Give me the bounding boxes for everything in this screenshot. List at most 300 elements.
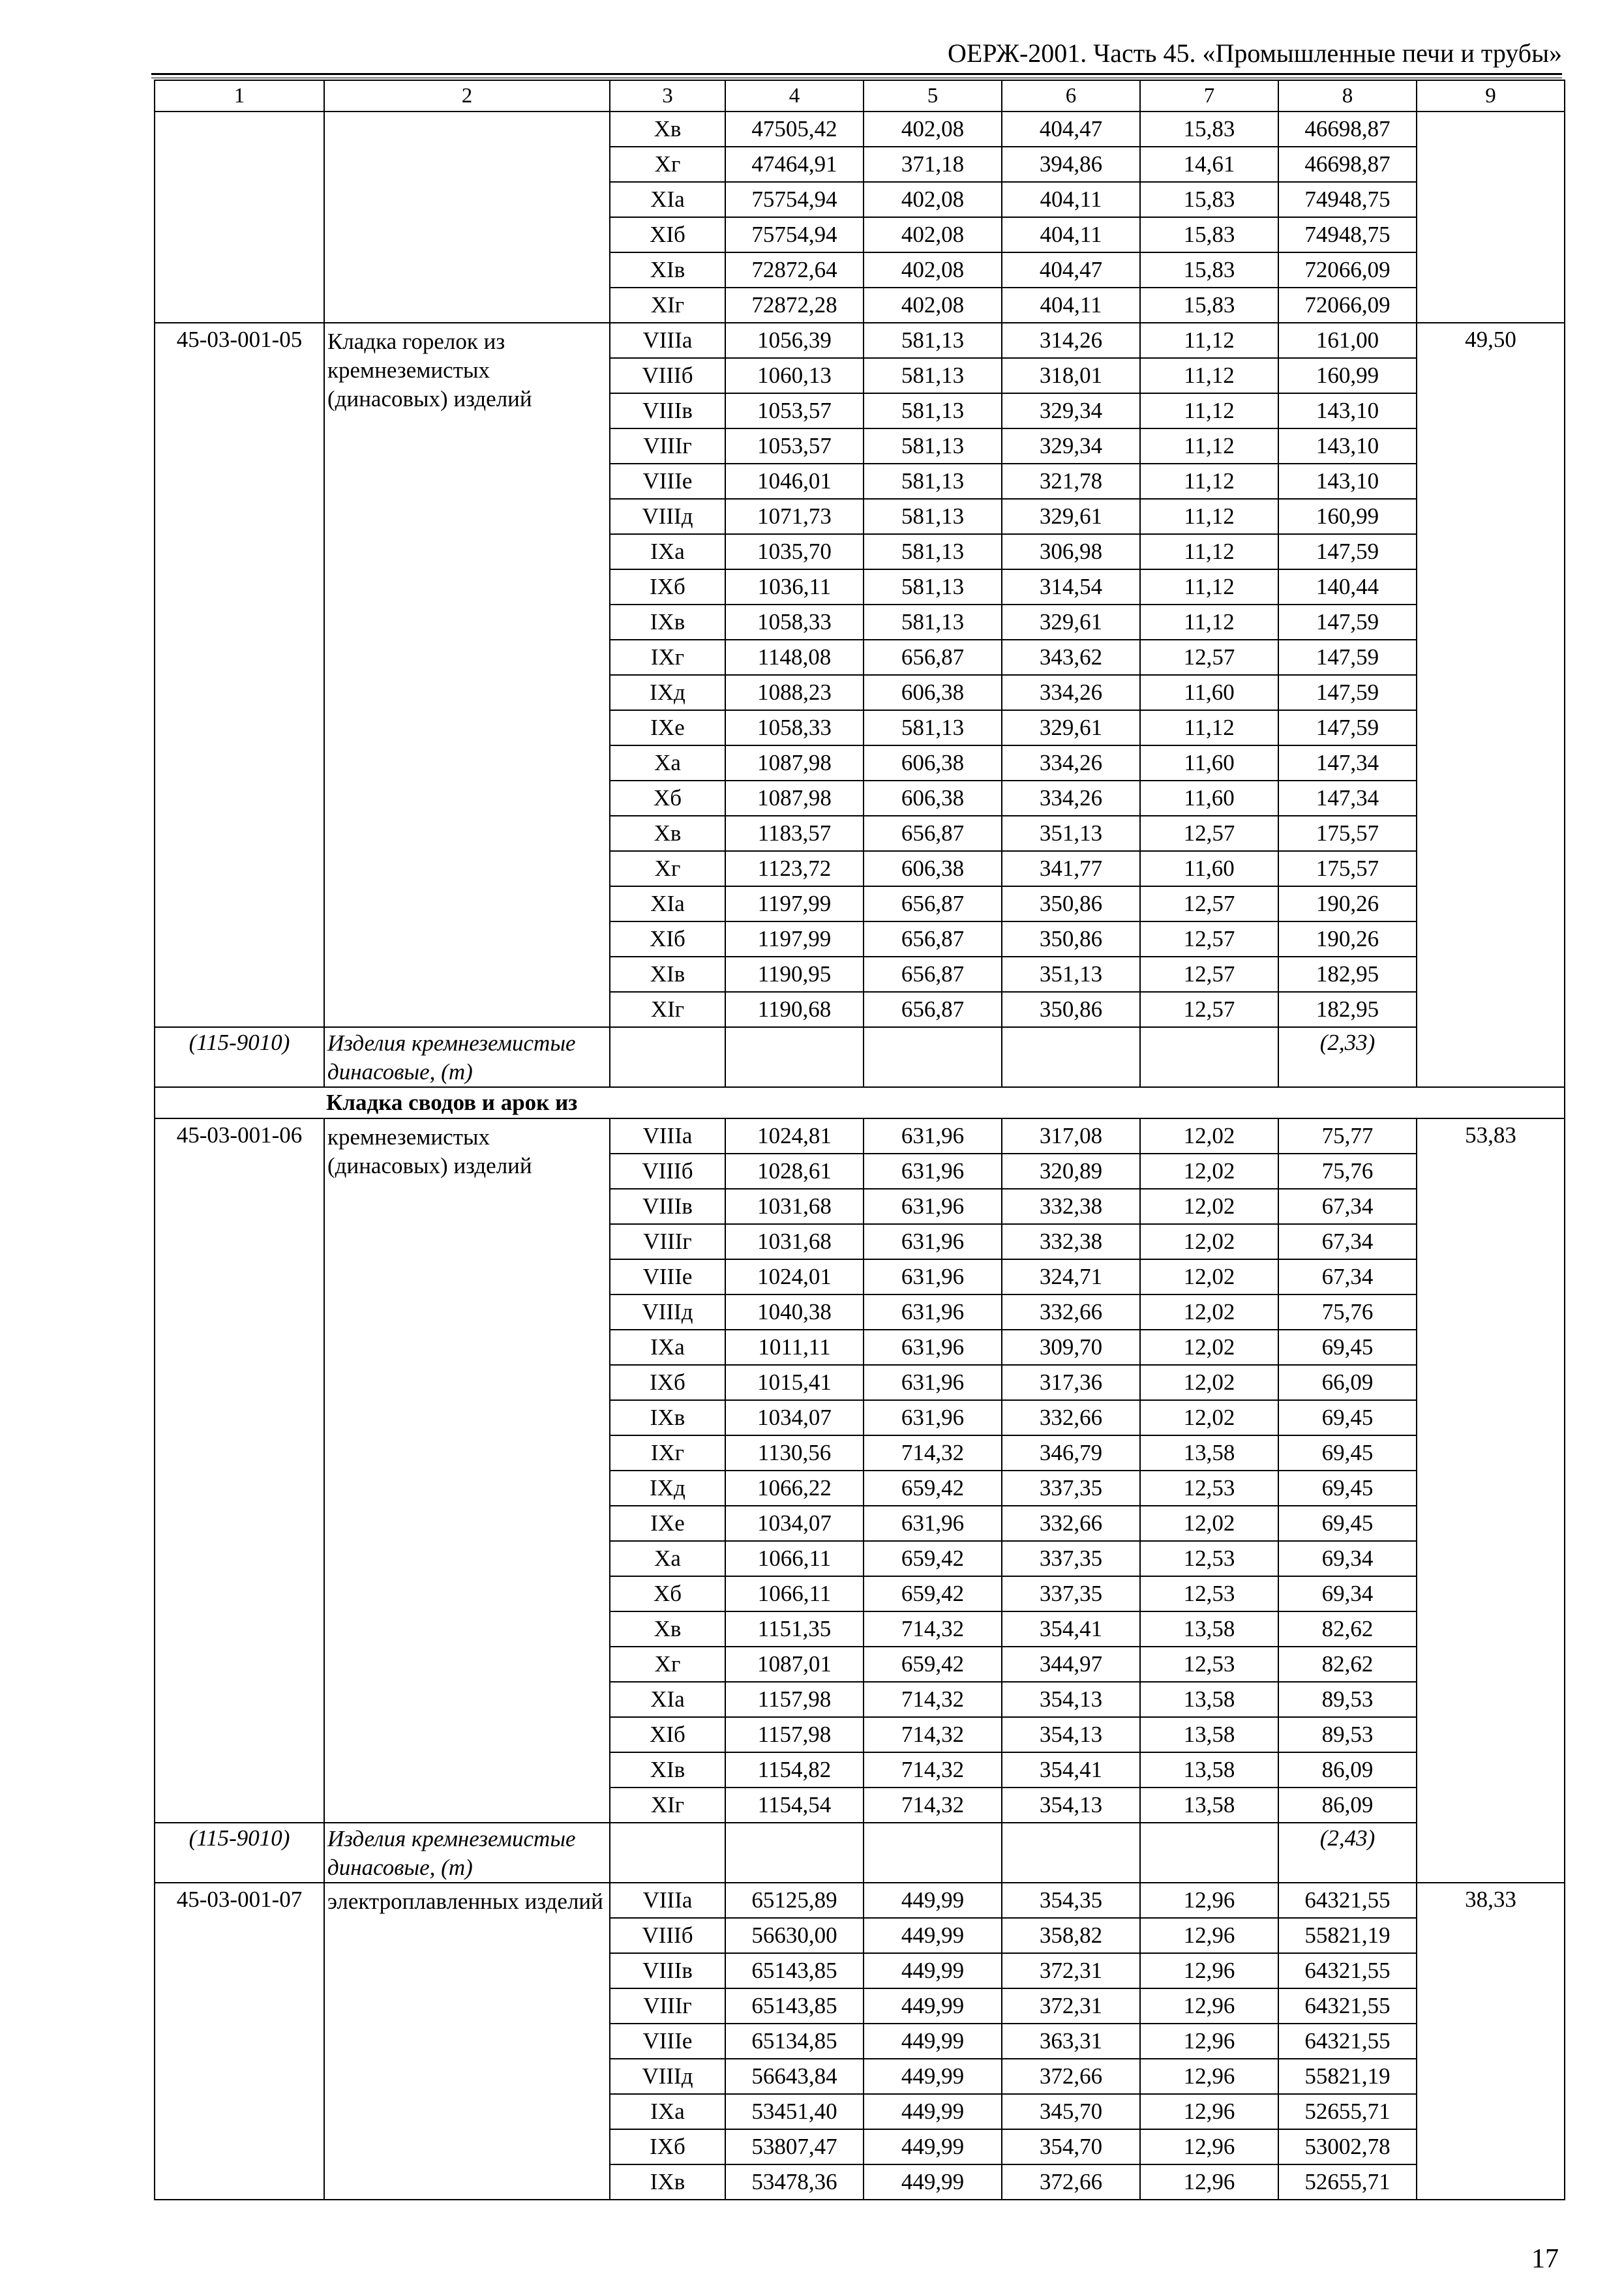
value-cell: 69,45 xyxy=(1278,1435,1417,1471)
value-cell: 14,61 xyxy=(1140,147,1278,182)
value-cell: 11,12 xyxy=(1140,428,1278,464)
rates-table xyxy=(154,80,1565,2200)
value-cell: 1053,57 xyxy=(725,393,864,428)
value-cell: 581,13 xyxy=(864,428,1002,464)
value-cell: 1031,68 xyxy=(725,1224,864,1259)
value-cell: 329,34 xyxy=(1002,428,1140,464)
value-cell: 147,59 xyxy=(1278,605,1417,640)
value-cell: 65134,85 xyxy=(725,2024,864,2059)
value-cell: 190,26 xyxy=(1278,921,1417,957)
zone-cell: ХIа xyxy=(610,182,725,217)
value-cell: 11,60 xyxy=(1140,745,1278,781)
value-cell: 309,70 xyxy=(1002,1330,1140,1365)
value-cell: 75754,94 xyxy=(725,217,864,252)
value-cell: 402,08 xyxy=(864,182,1002,217)
value-cell: 714,32 xyxy=(864,1611,1002,1647)
value-cell: 69,34 xyxy=(1278,1576,1417,1611)
value-cell: 449,99 xyxy=(864,2129,1002,2164)
empty-cell xyxy=(155,112,324,323)
value-cell: 12,57 xyxy=(1140,816,1278,851)
value-cell: 606,38 xyxy=(864,781,1002,816)
column9-value: 49,50 xyxy=(1417,323,1565,1087)
value-cell: 82,62 xyxy=(1278,1611,1417,1647)
value-cell: 69,45 xyxy=(1278,1506,1417,1541)
value-cell: 140,44 xyxy=(1278,569,1417,605)
value-cell: 337,35 xyxy=(1002,1541,1140,1576)
zone-cell: VIIIе xyxy=(610,464,725,499)
value-cell: 714,32 xyxy=(864,1788,1002,1823)
value-cell: 363,31 xyxy=(1002,2024,1140,2059)
value-cell: 143,10 xyxy=(1278,428,1417,464)
value-cell: 12,96 xyxy=(1140,2164,1278,2200)
value-cell: 13,58 xyxy=(1140,1435,1278,1471)
empty-cell xyxy=(864,1823,1002,1883)
value-cell: 12,53 xyxy=(1140,1647,1278,1682)
value-cell: 11,12 xyxy=(1140,393,1278,428)
zone-cell: ХIг xyxy=(610,1788,725,1823)
zone-cell: IХа xyxy=(610,2094,725,2129)
value-cell: 55821,19 xyxy=(1278,2059,1417,2094)
value-cell: 65143,85 xyxy=(725,1953,864,1988)
value-cell: 306,98 xyxy=(1002,534,1140,569)
value-cell: 75,77 xyxy=(1278,1118,1417,1154)
value-cell: 581,13 xyxy=(864,499,1002,534)
value-cell: 404,11 xyxy=(1002,182,1140,217)
zone-cell: VIIIе xyxy=(610,2024,725,2059)
zone-cell: ХIг xyxy=(610,288,725,323)
column-number: 8 xyxy=(1278,80,1417,112)
value-cell: 12,02 xyxy=(1140,1154,1278,1189)
value-cell: 581,13 xyxy=(864,569,1002,605)
column-number: 9 xyxy=(1417,80,1565,112)
value-cell: 12,02 xyxy=(1140,1506,1278,1541)
zone-cell: ХIг xyxy=(610,992,725,1027)
value-cell: 1011,11 xyxy=(725,1330,864,1365)
value-cell: 449,99 xyxy=(864,2024,1002,2059)
empty-cell xyxy=(864,1027,1002,1087)
zone-cell: Хв xyxy=(610,816,725,851)
zone-cell: ХIб xyxy=(610,217,725,252)
value-cell: 15,83 xyxy=(1140,252,1278,288)
material-note-row xyxy=(155,1823,1565,1883)
value-cell: 606,38 xyxy=(864,745,1002,781)
material-value: (2,43) xyxy=(1278,1823,1417,1883)
value-cell: 1036,11 xyxy=(725,569,864,605)
zone-cell: Хб xyxy=(610,1576,725,1611)
value-cell: 332,38 xyxy=(1002,1189,1140,1224)
value-cell: 324,71 xyxy=(1002,1259,1140,1294)
value-cell: 160,99 xyxy=(1278,358,1417,393)
value-cell: 47505,42 xyxy=(725,112,864,147)
value-cell: 656,87 xyxy=(864,640,1002,675)
value-cell: 53002,78 xyxy=(1278,2129,1417,2164)
value-cell: 1040,38 xyxy=(725,1294,864,1330)
material-code: (115-9010) xyxy=(155,1823,324,1883)
value-cell: 402,08 xyxy=(864,217,1002,252)
value-cell: 11,60 xyxy=(1140,675,1278,710)
column9-value: 38,33 xyxy=(1417,1883,1565,2200)
empty-cell xyxy=(725,1027,864,1087)
zone-cell: IХе xyxy=(610,1506,725,1541)
value-cell: 631,96 xyxy=(864,1154,1002,1189)
value-cell: 12,57 xyxy=(1140,921,1278,957)
value-cell: 72872,28 xyxy=(725,288,864,323)
table-row xyxy=(155,112,1565,147)
value-cell: 53478,36 xyxy=(725,2164,864,2200)
zone-cell: IХб xyxy=(610,1365,725,1400)
rate-code: 45-03-001-07 xyxy=(155,1883,324,2200)
zone-cell: ХIб xyxy=(610,1717,725,1752)
value-cell: 714,32 xyxy=(864,1752,1002,1788)
zone-cell: ХIв xyxy=(610,252,725,288)
value-cell: 1015,41 xyxy=(725,1365,864,1400)
zone-cell: IХа xyxy=(610,1330,725,1365)
zone-cell: VIIIб xyxy=(610,358,725,393)
zone-cell: VIIIб xyxy=(610,1918,725,1953)
value-cell: 12,02 xyxy=(1140,1224,1278,1259)
value-cell: 1123,72 xyxy=(725,851,864,886)
value-cell: 46698,87 xyxy=(1278,112,1417,147)
value-cell: 337,35 xyxy=(1002,1471,1140,1506)
value-cell: 1087,98 xyxy=(725,745,864,781)
value-cell: 659,42 xyxy=(864,1576,1002,1611)
value-cell: 74948,75 xyxy=(1278,182,1417,217)
value-cell: 12,53 xyxy=(1140,1541,1278,1576)
column-number: 5 xyxy=(864,80,1002,112)
value-cell: 1058,33 xyxy=(725,710,864,745)
value-cell: 354,13 xyxy=(1002,1682,1140,1717)
value-cell: 55821,19 xyxy=(1278,1918,1417,1953)
value-cell: 147,59 xyxy=(1278,675,1417,710)
value-cell: 449,99 xyxy=(864,2094,1002,2129)
value-cell: 581,13 xyxy=(864,358,1002,393)
value-cell: 449,99 xyxy=(864,1918,1002,1953)
material-note-row xyxy=(155,1027,1565,1087)
value-cell: 1034,07 xyxy=(725,1506,864,1541)
value-cell: 143,10 xyxy=(1278,464,1417,499)
value-cell: 334,26 xyxy=(1002,745,1140,781)
value-cell: 372,66 xyxy=(1002,2164,1140,2200)
value-cell: 656,87 xyxy=(864,921,1002,957)
zone-cell: Ха xyxy=(610,1541,725,1576)
value-cell: 351,13 xyxy=(1002,957,1140,992)
value-cell: 656,87 xyxy=(864,816,1002,851)
value-cell: 64321,55 xyxy=(1278,1953,1417,1988)
value-cell: 404,11 xyxy=(1002,217,1140,252)
zone-cell: Ха xyxy=(610,745,725,781)
zone-cell: IХд xyxy=(610,1471,725,1506)
value-cell: 13,58 xyxy=(1140,1788,1278,1823)
value-cell: 12,57 xyxy=(1140,957,1278,992)
value-cell: 65125,89 xyxy=(725,1883,864,1918)
value-cell: 581,13 xyxy=(864,323,1002,358)
value-cell: 350,86 xyxy=(1002,921,1140,957)
value-cell: 332,66 xyxy=(1002,1506,1140,1541)
zone-cell: Хг xyxy=(610,147,725,182)
zone-cell: VIIIд xyxy=(610,2059,725,2094)
value-cell: 659,42 xyxy=(864,1541,1002,1576)
zone-cell: Хв xyxy=(610,112,725,147)
value-cell: 161,00 xyxy=(1278,323,1417,358)
value-cell: 82,62 xyxy=(1278,1647,1417,1682)
value-cell: 11,12 xyxy=(1140,569,1278,605)
value-cell: 404,47 xyxy=(1002,112,1140,147)
column-number: 2 xyxy=(324,80,610,112)
value-cell: 1190,68 xyxy=(725,992,864,1027)
value-cell: 11,60 xyxy=(1140,781,1278,816)
value-cell: 12,57 xyxy=(1140,640,1278,675)
value-cell: 329,61 xyxy=(1002,499,1140,534)
value-cell: 11,12 xyxy=(1140,605,1278,640)
rates-table-body xyxy=(155,80,1565,2200)
value-cell: 15,83 xyxy=(1140,288,1278,323)
value-cell: 714,32 xyxy=(864,1682,1002,1717)
value-cell: 581,13 xyxy=(864,605,1002,640)
zone-cell: ХIа xyxy=(610,1682,725,1717)
value-cell: 147,59 xyxy=(1278,640,1417,675)
rate-name: Кладка горелок из кремнеземистых (динасовых) изделий xyxy=(324,323,610,1027)
value-cell: 12,96 xyxy=(1140,1918,1278,1953)
value-cell: 182,95 xyxy=(1278,992,1417,1027)
value-cell: 631,96 xyxy=(864,1224,1002,1259)
value-cell: 1066,11 xyxy=(725,1541,864,1576)
value-cell: 12,57 xyxy=(1140,992,1278,1027)
value-cell: 11,12 xyxy=(1140,464,1278,499)
value-cell: 1024,81 xyxy=(725,1118,864,1154)
value-cell: 69,45 xyxy=(1278,1400,1417,1435)
value-cell: 337,35 xyxy=(1002,1576,1140,1611)
value-cell: 659,42 xyxy=(864,1647,1002,1682)
column-number: 7 xyxy=(1140,80,1278,112)
value-cell: 372,31 xyxy=(1002,1953,1140,1988)
value-cell: 64321,55 xyxy=(1278,2024,1417,2059)
value-cell: 12,53 xyxy=(1140,1471,1278,1506)
value-cell: 344,97 xyxy=(1002,1647,1140,1682)
value-cell: 12,96 xyxy=(1140,2129,1278,2164)
value-cell: 12,02 xyxy=(1140,1330,1278,1365)
value-cell: 12,57 xyxy=(1140,886,1278,921)
section-row xyxy=(155,1087,1565,1118)
value-cell: 74948,75 xyxy=(1278,217,1417,252)
value-cell: 656,87 xyxy=(864,957,1002,992)
empty-cell xyxy=(1140,1823,1278,1883)
value-cell: 1190,95 xyxy=(725,957,864,992)
empty-cell xyxy=(725,1823,864,1883)
value-cell: 404,47 xyxy=(1002,252,1140,288)
value-cell: 1066,22 xyxy=(725,1471,864,1506)
value-cell: 314,26 xyxy=(1002,323,1140,358)
value-cell: 631,96 xyxy=(864,1189,1002,1224)
value-cell: 67,34 xyxy=(1278,1189,1417,1224)
value-cell: 449,99 xyxy=(864,2164,1002,2200)
zone-cell: IХв xyxy=(610,605,725,640)
value-cell: 67,34 xyxy=(1278,1224,1417,1259)
value-cell: 1034,07 xyxy=(725,1400,864,1435)
value-cell: 72066,09 xyxy=(1278,288,1417,323)
value-cell: 64321,55 xyxy=(1278,1988,1417,2024)
value-cell: 175,57 xyxy=(1278,851,1417,886)
value-cell: 1024,01 xyxy=(725,1259,864,1294)
value-cell: 1056,39 xyxy=(725,323,864,358)
value-cell: 13,58 xyxy=(1140,1611,1278,1647)
value-cell: 11,60 xyxy=(1140,851,1278,886)
value-cell: 402,08 xyxy=(864,288,1002,323)
value-cell: 346,79 xyxy=(1002,1435,1140,1471)
value-cell: 56643,84 xyxy=(725,2059,864,2094)
empty-cell xyxy=(1417,112,1565,323)
value-cell: 143,10 xyxy=(1278,393,1417,428)
header-rule xyxy=(151,73,1562,75)
value-cell: 147,34 xyxy=(1278,745,1417,781)
value-cell: 15,83 xyxy=(1140,182,1278,217)
value-cell: 15,83 xyxy=(1140,112,1278,147)
value-cell: 314,54 xyxy=(1002,569,1140,605)
value-cell: 147,59 xyxy=(1278,534,1417,569)
value-cell: 12,02 xyxy=(1140,1189,1278,1224)
value-cell: 12,02 xyxy=(1140,1400,1278,1435)
value-cell: 64321,55 xyxy=(1278,1883,1417,1918)
value-cell: 75754,94 xyxy=(725,182,864,217)
value-cell: 53807,47 xyxy=(725,2129,864,2164)
material-name: Изделия кремнеземистые динасовые, (т) xyxy=(324,1823,610,1883)
page-header-title: ОЕРЖ-2001. Часть 45. «Промышленные печи и трубы» xyxy=(947,38,1562,68)
value-cell: 371,18 xyxy=(864,147,1002,182)
value-cell: 402,08 xyxy=(864,252,1002,288)
value-cell: 15,83 xyxy=(1140,217,1278,252)
zone-cell: Хг xyxy=(610,1647,725,1682)
value-cell: 317,36 xyxy=(1002,1365,1140,1400)
value-cell: 1157,98 xyxy=(725,1682,864,1717)
table-row xyxy=(155,323,1565,358)
column9-value: 53,83 xyxy=(1417,1118,1565,1883)
value-cell: 11,12 xyxy=(1140,710,1278,745)
value-cell: 334,26 xyxy=(1002,781,1140,816)
value-cell: 65143,85 xyxy=(725,1988,864,2024)
empty-cell xyxy=(610,1027,725,1087)
value-cell: 12,96 xyxy=(1140,2024,1278,2059)
zone-cell: IХв xyxy=(610,2164,725,2200)
value-cell: 449,99 xyxy=(864,1988,1002,2024)
zone-cell: IХб xyxy=(610,569,725,605)
value-cell: 89,53 xyxy=(1278,1717,1417,1752)
value-cell: 631,96 xyxy=(864,1259,1002,1294)
value-cell: 334,26 xyxy=(1002,675,1140,710)
column-number-row xyxy=(155,80,1565,112)
value-cell: 69,45 xyxy=(1278,1330,1417,1365)
value-cell: 1154,82 xyxy=(725,1752,864,1788)
column-number: 4 xyxy=(725,80,864,112)
value-cell: 52655,71 xyxy=(1278,2094,1417,2129)
zone-cell: VIIIд xyxy=(610,1294,725,1330)
value-cell: 394,86 xyxy=(1002,147,1140,182)
value-cell: 350,86 xyxy=(1002,992,1140,1027)
value-cell: 631,96 xyxy=(864,1330,1002,1365)
value-cell: 656,87 xyxy=(864,886,1002,921)
value-cell: 1066,11 xyxy=(725,1576,864,1611)
material-value: (2,33) xyxy=(1278,1027,1417,1087)
zone-cell: IХб xyxy=(610,2129,725,2164)
material-code: (115-9010) xyxy=(155,1027,324,1087)
zone-cell: IХг xyxy=(610,640,725,675)
value-cell: 75,76 xyxy=(1278,1154,1417,1189)
zone-cell: VIIIв xyxy=(610,1189,725,1224)
value-cell: 13,58 xyxy=(1140,1717,1278,1752)
value-cell: 631,96 xyxy=(864,1506,1002,1541)
value-cell: 11,12 xyxy=(1140,323,1278,358)
value-cell: 318,01 xyxy=(1002,358,1140,393)
page-number: 17 xyxy=(1531,2244,1559,2274)
empty-cell xyxy=(1002,1823,1140,1883)
rate-code: 45-03-001-06 xyxy=(155,1118,324,1823)
zone-cell: VIIIа xyxy=(610,323,725,358)
value-cell: 1060,13 xyxy=(725,358,864,393)
value-cell: 631,96 xyxy=(864,1365,1002,1400)
value-cell: 1197,99 xyxy=(725,921,864,957)
value-cell: 358,82 xyxy=(1002,1918,1140,1953)
value-cell: 11,12 xyxy=(1140,358,1278,393)
value-cell: 12,02 xyxy=(1140,1294,1278,1330)
value-cell: 354,41 xyxy=(1002,1611,1140,1647)
value-cell: 317,08 xyxy=(1002,1118,1140,1154)
zone-cell: VIIIг xyxy=(610,428,725,464)
material-name: Изделия кремнеземистые динасовые, (т) xyxy=(324,1027,610,1087)
rate-name: электроплавленных изделий xyxy=(324,1883,610,2200)
value-cell: 11,12 xyxy=(1140,499,1278,534)
value-cell: 47464,91 xyxy=(725,147,864,182)
value-cell: 354,70 xyxy=(1002,2129,1140,2164)
value-cell: 13,58 xyxy=(1140,1752,1278,1788)
value-cell: 1028,61 xyxy=(725,1154,864,1189)
value-cell: 372,31 xyxy=(1002,1988,1140,2024)
zone-cell: VIIIе xyxy=(610,1259,725,1294)
value-cell: 12,02 xyxy=(1140,1365,1278,1400)
zone-cell: VIIIв xyxy=(610,393,725,428)
value-cell: 69,34 xyxy=(1278,1541,1417,1576)
value-cell: 12,02 xyxy=(1140,1118,1278,1154)
value-cell: 350,86 xyxy=(1002,886,1140,921)
value-cell: 12,96 xyxy=(1140,1953,1278,1988)
value-cell: 1148,08 xyxy=(725,640,864,675)
value-cell: 1154,54 xyxy=(725,1788,864,1823)
value-cell: 1058,33 xyxy=(725,605,864,640)
value-cell: 329,61 xyxy=(1002,605,1140,640)
value-cell: 1151,35 xyxy=(725,1611,864,1647)
value-cell: 581,13 xyxy=(864,464,1002,499)
value-cell: 372,66 xyxy=(1002,2059,1140,2094)
zone-cell: VIIIг xyxy=(610,1988,725,2024)
value-cell: 341,77 xyxy=(1002,851,1140,886)
value-cell: 175,57 xyxy=(1278,816,1417,851)
zone-cell: ХIв xyxy=(610,1752,725,1788)
column-number: 6 xyxy=(1002,80,1140,112)
value-cell: 581,13 xyxy=(864,393,1002,428)
value-cell: 332,66 xyxy=(1002,1400,1140,1435)
column-number: 3 xyxy=(610,80,725,112)
section-title: Кладка сводов и арок из xyxy=(155,1087,1565,1118)
value-cell: 402,08 xyxy=(864,112,1002,147)
value-cell: 56630,00 xyxy=(725,1918,864,1953)
value-cell: 12,02 xyxy=(1140,1259,1278,1294)
value-cell: 12,96 xyxy=(1140,1883,1278,1918)
value-cell: 659,42 xyxy=(864,1471,1002,1506)
table-row xyxy=(155,1118,1565,1154)
value-cell: 72872,64 xyxy=(725,252,864,288)
value-cell: 320,89 xyxy=(1002,1154,1140,1189)
value-cell: 12,53 xyxy=(1140,1576,1278,1611)
rate-code: 45-03-001-05 xyxy=(155,323,324,1027)
value-cell: 1031,68 xyxy=(725,1189,864,1224)
value-cell: 329,34 xyxy=(1002,393,1140,428)
